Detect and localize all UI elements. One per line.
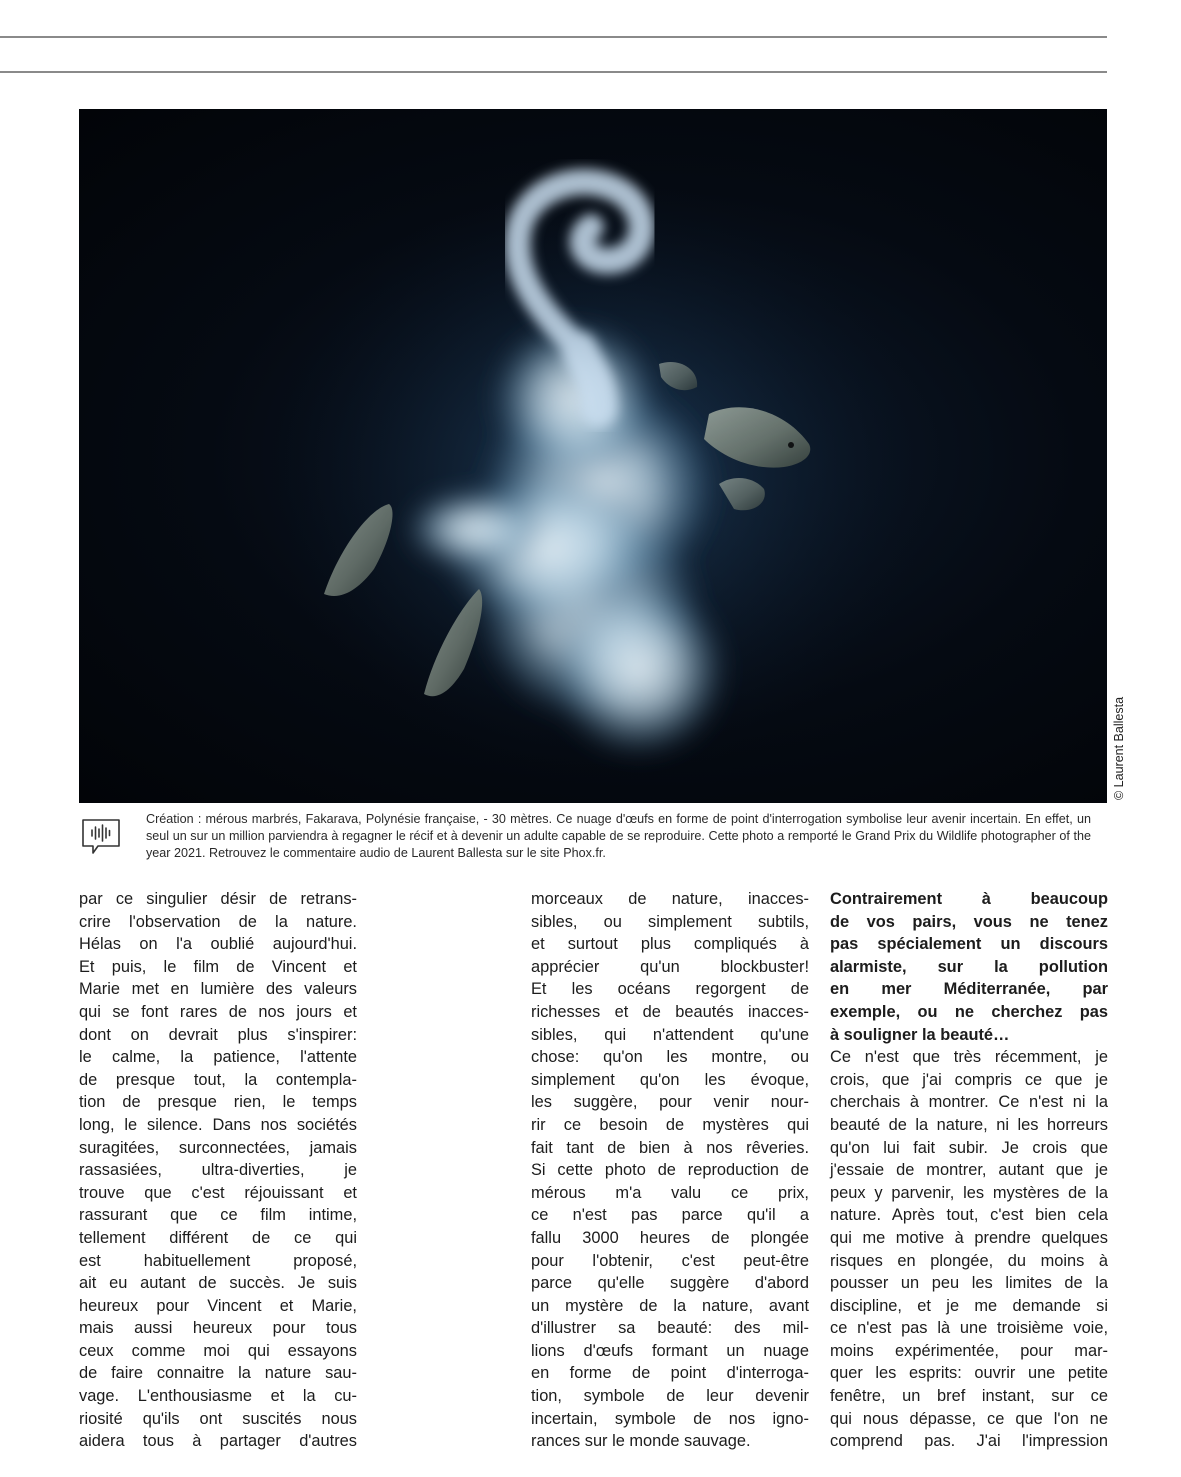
text-line: nature. Après tout, c'est bien cela (830, 1206, 1108, 1225)
text-line: long, le silence. Dans nos sociétés (79, 1115, 357, 1134)
text-line: aidera tous à partager d'autres (79, 1432, 357, 1451)
text-line: tellement différent de ce qui (79, 1228, 357, 1247)
text-line: qui nous dépasse, ce que l'on ne (830, 1409, 1108, 1428)
text-line: morceaux de nature, inacces- (531, 890, 809, 908)
text-line: Contrairement à beaucoup (830, 890, 1108, 908)
header-rule-top (0, 36, 1107, 38)
text-line: ce n'est pas là une troisième voie, (830, 1319, 1108, 1338)
photo-caption: Création : mérous marbrés, Fakarava, Polynésie française, - 30 mètres. Ce nuage d'œufs en forme de point d'interrogation symbolise leur avenir incertain. En effet, un seul un sur un million parviendra à regagner le récif et à devenir un adulte capable de se reproduire. Cette photo a remporté le Grand Prix du Wildlife photographer of the year 2021. Retrouvez le commentaire audio de Laurent Ballesta sur le site Phox.fr. (146, 812, 1091, 860)
text-line: fait tant de bien à nos rêveries. (531, 1138, 809, 1157)
text-line: qu'on lui fait subir. Je crois que (830, 1138, 1108, 1157)
text-line: alarmiste, sur la pollution (830, 957, 1108, 976)
text-line: par ce singulier désir de retrans- (79, 890, 357, 908)
text-line: cherchais à montrer. Ce n'est ni la (830, 1093, 1108, 1112)
text-line: pour l'obtenir, c'est peut-être (531, 1251, 809, 1270)
text-line: fallu 3000 heures de plongée (531, 1228, 809, 1247)
text-line: beauté de la nature, ni les horreurs (830, 1115, 1108, 1134)
text-line: en forme de point d'interroga- (531, 1364, 809, 1383)
text-line: lions d'œufs formant un nuage (531, 1341, 809, 1360)
text-line: peux y parvenir, les mystères de la (830, 1183, 1108, 1202)
text-line: rir ce besoin de mystères qui (531, 1115, 809, 1134)
text-line: Marie met en lumière des valeurs (79, 980, 357, 999)
text-line: Et puis, le film de Vincent et (79, 957, 357, 976)
text-line: trouve que c'est réjouissant et (79, 1183, 357, 1202)
text-line: mérous m'a valu ce prix, (531, 1183, 809, 1202)
text-line: pas spécialement un discours (830, 935, 1108, 954)
header-rule-bottom (0, 71, 1107, 73)
text-line: rances sur le monde sauvage. (531, 1432, 751, 1451)
text-line: Si cette photo de reproduction de (531, 1161, 809, 1180)
text-line: à souligner la beauté… (830, 1025, 1010, 1044)
text-line: ait eu autant de succès. Je suis (79, 1274, 357, 1293)
text-line: crois, que j'ai compris ce que je (830, 1070, 1108, 1089)
text-line: est habituellement proposé, (79, 1251, 357, 1270)
interview-answer (830, 1046, 1108, 1453)
text-line: et surtout plus compliqués à (531, 935, 809, 954)
text-line: tion de presque rien, le temps (79, 1093, 357, 1112)
text-line: apprécier qu'un blockbuster! (531, 957, 809, 976)
text-line: de vos pairs, vous ne tenez (830, 912, 1108, 931)
text-line: comprend pas. J'ai l'impression (830, 1432, 1108, 1451)
text-line: exemple, ou ne cherchez pas (830, 1002, 1108, 1021)
text-line: pousser un peu les limites de la (830, 1274, 1108, 1293)
text-line: richesses et de beautés inacces- (531, 1002, 809, 1021)
text-line: de faire connaitre la nature sau- (79, 1364, 357, 1383)
article-column-1 (79, 888, 357, 1453)
text-line: le calme, la patience, l'attente (79, 1048, 357, 1067)
text-line: de presque tout, la contempla- (79, 1070, 357, 1089)
interview-question (830, 888, 1108, 1046)
text-line: parce qu'elle suggère d'abord (531, 1274, 809, 1293)
text-line: qui se font rares de nos jours et (79, 1002, 357, 1021)
text-line: tion, symbole de leur devenir (531, 1387, 809, 1406)
text-line: Ce n'est que très récemment, je (830, 1048, 1108, 1067)
text-line: un mystère de la nature, avant (531, 1296, 809, 1315)
text-line: ce n'est pas parce qu'il a (531, 1206, 809, 1225)
text-line: suragitées, surconnectées, jamais (79, 1138, 357, 1157)
article-column-2 (531, 888, 809, 1453)
text-line: les suggère, pour venir nour- (531, 1093, 809, 1112)
text-line: mais aussi heureux pour tous (79, 1319, 357, 1338)
text-line: moins expérimentée, pour mar- (830, 1341, 1108, 1360)
text-line: heureux pour Vincent et Marie, (79, 1296, 357, 1315)
text-line: incertain, symbole de nos igno- (531, 1409, 809, 1428)
underwater-photo (79, 109, 1107, 803)
text-line: Hélas on l'a oublié aujourd'hui. (79, 935, 357, 954)
text-line: ceux comme moi qui essayons (79, 1341, 357, 1360)
text-line: fenêtre, un bref instant, sur ce (830, 1387, 1108, 1406)
text-line: risques en plongée, du moins à (830, 1251, 1108, 1270)
text-line: vage. L'enthousiasme et la cu- (79, 1387, 357, 1406)
text-line: d'illustrer sa beauté: des mil- (531, 1319, 809, 1338)
audio-waveform-icon[interactable] (80, 816, 122, 858)
text-line: qui me motive à prendre quelques (830, 1228, 1108, 1247)
text-line: rassurant que ce film intime, (79, 1206, 357, 1225)
text-line: quer les esprits: ouvrir une petite (830, 1364, 1108, 1383)
text-line: j'essaie de montrer, autant que je (830, 1161, 1108, 1180)
text-line: sibles, qui n'attendent qu'une (531, 1025, 809, 1044)
text-line: en mer Méditerranée, par (830, 980, 1108, 999)
text-line: rassasiées, ultra-diverties, je (79, 1161, 357, 1180)
text-line: chose: qu'on les montre, ou (531, 1048, 809, 1067)
text-line: dont on devrait plus s'inspirer: (79, 1025, 357, 1044)
text-line: discipline, et je me demande si (830, 1296, 1108, 1315)
article-column-3 (830, 888, 1108, 1453)
text-line: crire l'observation de la nature. (79, 912, 357, 931)
text-line: riosité qu'ils ont suscités nous (79, 1409, 357, 1428)
text-line: simplement qu'on les évoque, (531, 1070, 809, 1089)
text-line: Et les océans regorgent de (531, 980, 809, 999)
text-line: sibles, ou simplement subtils, (531, 912, 809, 931)
